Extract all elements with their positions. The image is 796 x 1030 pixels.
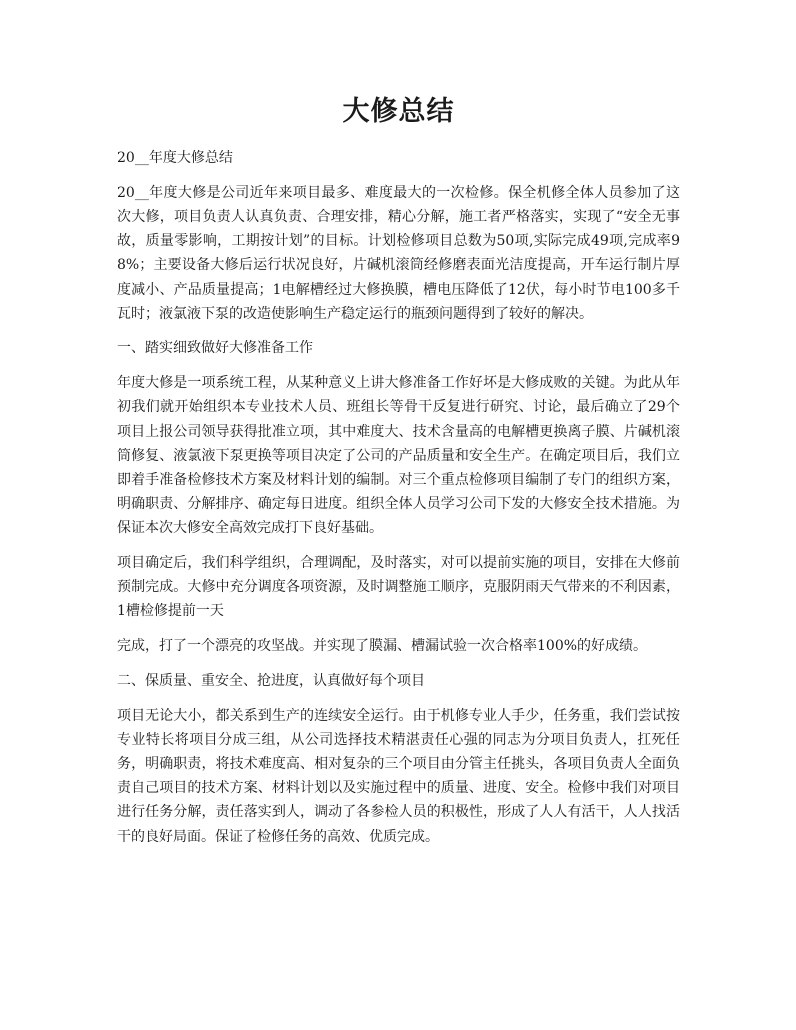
section-heading-quality: 二、保质量、重安全、抢进度，认真做好每个项目 [117,672,425,689]
paragraph-organization: 项目确定后，我们科学组织，合理调配，及时落实，对可以提前实施的项目，安排在大修前预制完成。大修中充分调度各项资源，及时调整施工顺序，克服阴雨天气带来的不利因素，1槽检修提前一天 [117,555,680,620]
paragraph-preparation: 年度大修是一项系统工程，从某种意义上讲大修准备工作好坏是大修成败的关键。为此从年初我们就开始组织本专业技术人员、班组长等骨干反复进行研究、讨论，最后确立了29个项目上报公司领导获得批准立项，其中难度大、技术含量高的电解槽更换离子膜、片碱机滚筒修复、液氯液下泵更换等项目决定了公司的产品质量和安全生产。在确定项目后，我们立即着手准备检修技术方案及材料计划的编制。对三个重点检修项目编制了专门的组织方案，明确职责、分解排序、确定每日进度。组织全体人员学习公司下发的大修安全技术措施。为保证本次大修安全高效完成打下良好基础。 [117,375,680,537]
document-subtitle: 20__年度大修总结 [117,150,233,166]
document-title: 大修总结 [342,96,455,127]
paragraph-organization-continued: 完成，打了一个漂亮的攻坚战。并实现了膜漏、槽漏试验一次合格率100%的好成绩。 [117,638,648,655]
paragraph-summary: 20__年度大修是公司近年来项目最多、难度最大的一次检修。保全机修全体人员参加了这次大修，项目负责人认真负责、合理安排，精心分解，施工者严格落实，实现了“安全无事故，质量零影响，工期按计划”的目标。计划检修项目总数为50项,实际完成49项,完成率98%；主要设备大修后运行状况良好，片碱机滚筒经修磨表面光洁度提高，开车运行制片厚度减小、产品质量提高；1电解槽经过大修换膜，槽电压降低了12伏，每小时节电100多千瓦时；液氯液下泵的改造使影响生产稳定运行的瓶颈问题得到了较好的解决。 [117,184,680,322]
document-page [117,92,680,859]
paragraph-quality: 项目无论大小，都关系到生产的连续安全运行。由于机修专业人手少，任务重，我们尝试按专业特长将项目分成三组，从公司选择技术精湛责任心强的同志为分项目负责人，扛死任务，明确职责，将技术难度高、相对复杂的三个项目由分管主任挑头，各项目负责人全面负责自己项目的技术方案、材料计划以及实施过程中的质量、进度、安全。检修中我们对项目进行任务分解，责任落实到人，调动了各参检人员的积极性，形成了人人有活干，人人找活干的良好局面。保证了检修任务的高效、优质完成。 [117,707,680,845]
section-heading-preparation: 一、踏实细致做好大修准备工作 [117,340,313,357]
